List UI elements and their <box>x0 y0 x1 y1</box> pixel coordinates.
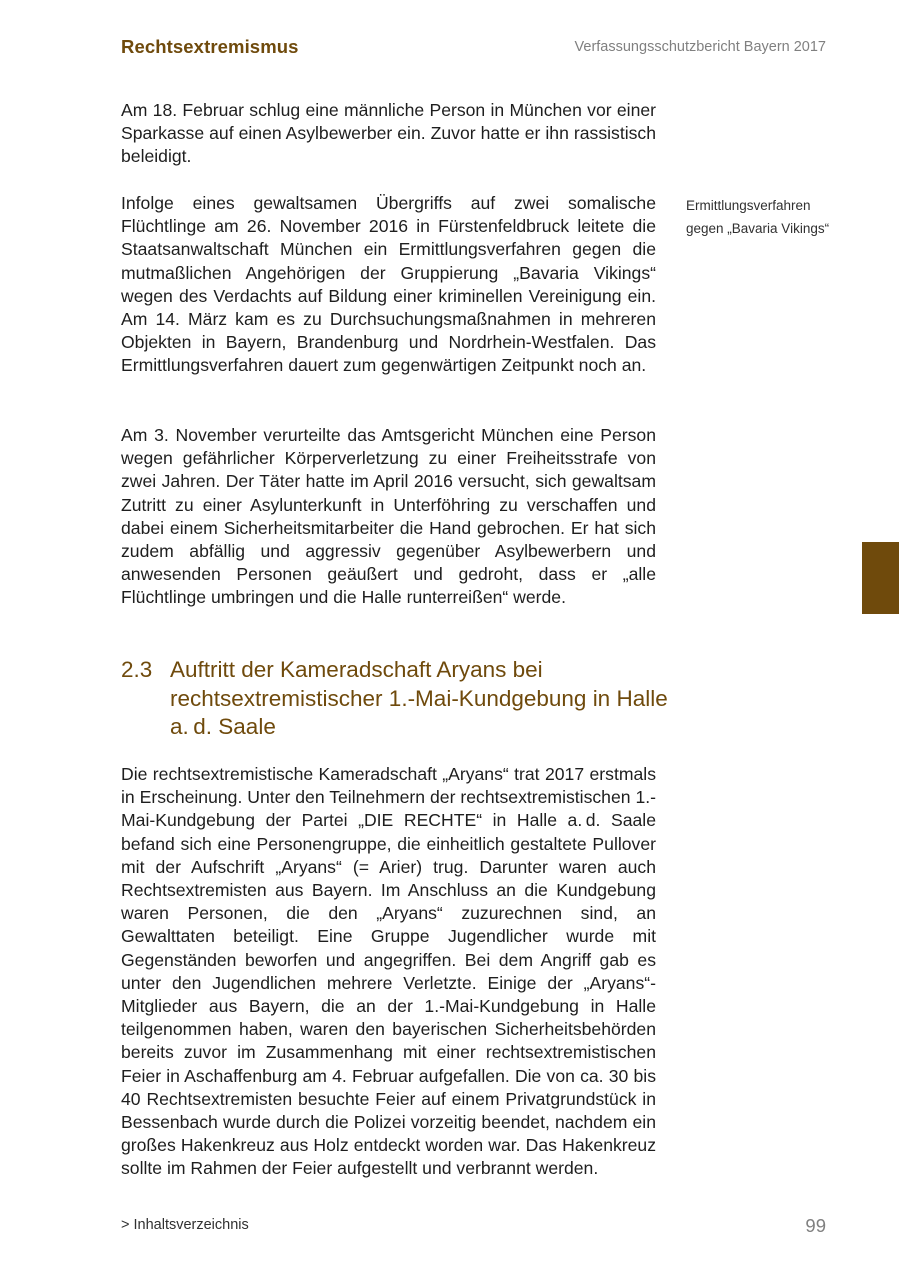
body-paragraph-4: Die rechtsextremistische Kameradschaft „Aryans“ trat 2017 erstmals in Erscheinung. Unter den Teilnehmern der rechtsextremistischen 1.-Mai-Kundgebung der Partei „DIE RECHTE“ in Halle a. d. Saale befand sich eine Personengruppe, die einheitlich gestaltete Pullover mit der Aufschrift „Aryans“ (= Arier) trug. Darunter waren auch Rechtsextremisten aus Bayern. Im Anschluss an die Kundgebung waren Personen, die den „Aryans“ zuzurechnen sind, an Gewalttaten beteiligt. Eine Gruppe Jugendlicher wurde mit Gegenständen beworfen und angegriffen. Bei dem Angriff gab es unter den Jugendlichen mehrere Verletzte. Einige der „Aryans“-Mitglieder aus Bayern, die an der 1.-Mai-Kundgebung in Halle teilgenommen haben, waren den bayerischen Sicherheitsbehörden bereits zuvor im Zusammenhang mit einer rechtsextremistischen Feier in Aschaffenburg am 4. Februar aufgefallen. Die von ca. 30 bis 40 Rechtsextremisten besuchte Feier auf einem Privatgrundstück in Bessenbach wurde durch die Polizei vorzeitig beendet, nachdem ein großes Hakenkreuz aus Holz entdeckt worden war. Das Hakenkreuz sollte im Rahmen der Feier aufgestellt und verbrannt werden. <box>121 764 656 1179</box>
body-paragraph-1: Am 18. Februar schlug eine männliche Person in München vor einer Sparkasse auf einen Asylbewerber ein. Zuvor hatte er ihn rassistisch beleidigt. <box>121 100 656 167</box>
table-of-contents-link[interactable]: > Inhaltsverzeichnis <box>121 1217 249 1233</box>
section-heading <box>121 656 681 742</box>
section-heading-number: 2.3 <box>121 657 153 682</box>
margin-note: Ermittlungsverfahren gegen „Bavaria Vikings“ <box>686 198 830 236</box>
body-paragraph-3: Am 3. November verurteilte das Amtsgericht München eine Person wegen gefährlicher Körperverletzung zu einer Freiheitsstrafe von zwei Jahren. Der Täter hatte im April 2016 versucht, sich gewaltsam Zutritt zu einer Asylunterkunft in Unterföhring zu verschaffen und dabei einem Sicherheitsmitarbeiter die Hand gebrochen. Er hat sich zudem abfällig und aggressiv gegenüber Asylbewerbern und anwesenden Personen geäußert und gedroht, dass er „alle Flüchtlinge umbringen und die Halle runterreißen“ werde. <box>121 425 656 608</box>
body-paragraph-2: Infolge eines gewaltsamen Übergriffs auf zwei somalische Flüchtlinge am 26. November 2016 in Fürstenfeldbruck leitete die Staatsanwaltschaft München ein Ermittlungsverfahren gegen die mutmaßlichen Angehörigen der Gruppierung „Bavaria Vikings“ wegen des Verdachts auf Bildung einer kriminellen Vereinigung ein. Am 14. März kam es zu Durchsuchungsmaßnahmen in mehreren Objekten in Bayern, Brandenburg und Nordrhein-Westfalen. Das Ermittlungsverfahren dauert zum gegenwärtigen Zeitpunkt noch an. <box>121 193 656 376</box>
running-header-section: Rechtsextremismus <box>121 36 299 57</box>
chapter-tab-marker <box>862 542 899 614</box>
section-heading-title: Auftritt der Kameradschaft Aryans bei rechtsextremistischer 1.-Mai-Kundgebung in Halle a. d. Saale <box>170 657 668 739</box>
page-number: 99 <box>805 1215 826 1236</box>
running-header-document-title: Verfassungsschutzbericht Bayern 2017 <box>574 39 826 55</box>
